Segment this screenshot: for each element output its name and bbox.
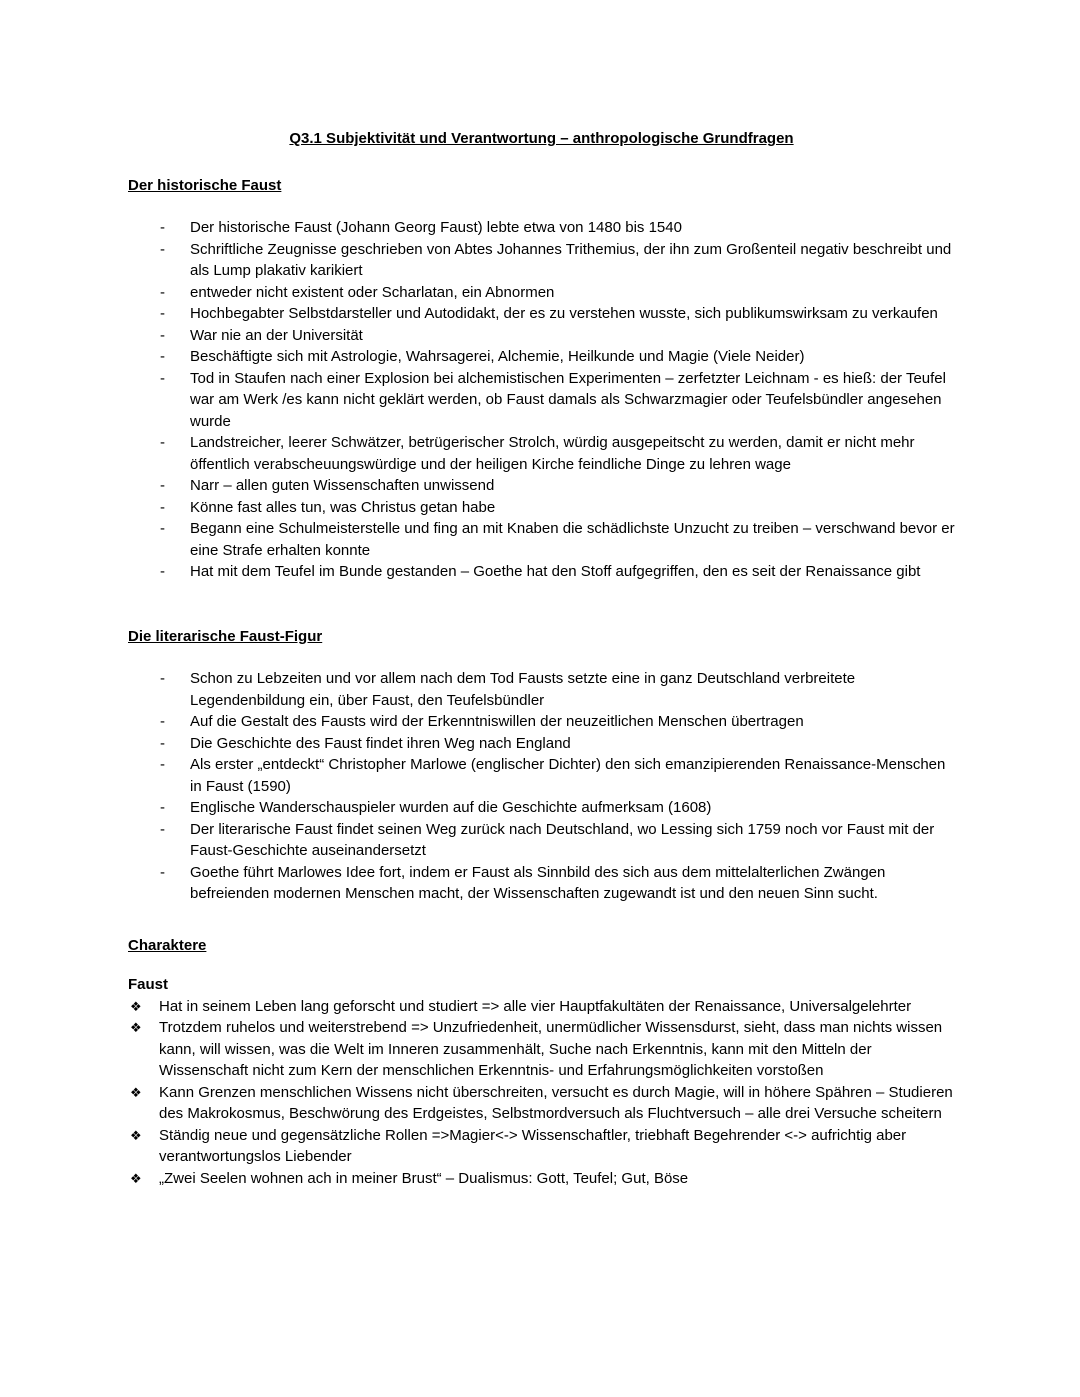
list-item (160, 497, 955, 519)
section-charaktere (128, 935, 955, 1190)
list-item (130, 1168, 955, 1190)
bullet-marker: ❖ (130, 1127, 142, 1143)
bullet-marker: - (160, 477, 165, 494)
section-die-literarische-faust-figur (128, 626, 955, 905)
dash-bullet-list-literarische-faust-figur (128, 668, 955, 905)
list-item (160, 711, 955, 733)
list-item-text: Der historische Faust (Johann Georg Faust) lebte etwa von 1480 bis 1540 (190, 219, 682, 236)
list-item-text: Schriftliche Zeugnisse geschrieben von Abtes Johannes Trithemius, der ihn zum Großenteil negativ beschreibt und als Lump plakativ karikiert (190, 240, 952, 279)
list-item-text: Tod in Staufen nach einer Explosion bei alchemistischen Experimenten – zerfetzter Leichnam - es hieß: der Teufel war am Werk /es kann nicht geklärt werden, ob Faust damals als Schwarzmagier oder Teufelsbündler angesehen wurde (190, 369, 946, 430)
bullet-marker: - (160, 219, 165, 236)
list-item (160, 239, 955, 282)
list-item (160, 561, 955, 583)
list-item (160, 325, 955, 347)
list-item-text: entweder nicht existent oder Scharlatan, ein Abnormen (190, 283, 555, 301)
list-item (160, 217, 955, 239)
list-item (130, 1125, 955, 1168)
list-item-text: Kann Grenzen menschlichen Wissens nicht überschreiten, versucht es durch Magie, will in höhere Spähren – Studieren des Makrokosmus, Beschwörung des Erdgeistes, Selbstmordversuch als Fluchtversuch – alle drei Versuche scheitern (159, 1083, 953, 1122)
bullet-marker: ❖ (130, 998, 142, 1014)
bullet-marker: ❖ (130, 1170, 142, 1186)
list-item (160, 432, 955, 475)
list-item-text: Der literarische Faust findet seinen Weg zurück nach Deutschland, wo Lessing sich 1759 noch vor Faust mit der Faust-Geschichte auseinandersetzt (190, 820, 935, 859)
list-item (160, 475, 955, 497)
list-item-text: Ständig neue und gegensätzliche Rollen =>Magier<-> Wissenschaftler, triebhaft Begehrender <-> aufrichtig aber verantwortungslos Liebender (159, 1126, 907, 1165)
bullet-marker: - (160, 863, 165, 881)
list-item-text: „Zwei Seelen wohnen ach in meiner Brust“ – Dualismus: Gott, Teufel; Gut, Böse (159, 1169, 689, 1187)
list-item-text: Schon zu Lebzeiten und vor allem nach dem Tod Fausts setzte eine in ganz Deutschland verbreitete Legendenbildung ein, über Faust, den Teufelsbündler (190, 670, 856, 709)
bullet-marker: - (160, 563, 165, 580)
list-item-text: Landstreicher, leerer Schwätzer, betrügerischer Strolch, würdig ausgepeitscht zu werden, damit er nicht mehr öffentlich verabscheuungswürdige und der heiligen Kirche feindliche Dinge zu lehren wage (190, 434, 915, 473)
list-item-text: Als erster „entdeckt“ Christopher Marlowe (englischer Dichter) den sich emanzipierenden Renaissance-Menschen in Faust (1590) (190, 756, 946, 795)
bullet-marker: - (160, 326, 165, 344)
list-item-text: Hat in seinem Leben lang geforscht und studiert => alle vier Hauptfakultäten der Renaissance, Universalgelehrter (159, 997, 912, 1015)
list-item (130, 1082, 955, 1125)
bullet-marker: - (160, 305, 165, 322)
list-item-text: Narr – allen guten Wissenschaften unwissend (190, 477, 495, 494)
list-item (160, 303, 955, 325)
list-item (160, 518, 955, 561)
list-item-text: Begann eine Schulmeisterstelle und fing an mit Knaben die schädlichste Unzucht zu treiben – verschwand bevor er eine Strafe erhalten konnte (190, 520, 955, 559)
list-item-text: War nie an der Universität (190, 326, 363, 344)
bullet-marker: - (160, 820, 165, 838)
list-item-text: Auf die Gestalt des Fausts wird der Erkenntniswillen der neuzeitlichen Menschen übertragen (190, 713, 804, 730)
subsection-heading-faust: Faust (128, 976, 169, 993)
bullet-marker: ❖ (130, 1020, 142, 1035)
list-item-text: Englische Wanderschauspieler wurden auf die Geschichte aufmerksam (1608) (190, 799, 712, 816)
list-item-text: Hochbegabter Selbstdarsteller und Autodidakt, der es zu verstehen wusste, sich publikumswirksam zu verkaufen (190, 305, 938, 322)
dash-bullet-list-historischer-faust (128, 217, 955, 583)
list-item-text: Die Geschichte des Faust findet ihren Weg nach England (190, 734, 571, 752)
list-item-text: Beschäftigte sich mit Astrologie, Wahrsagerei, Alchemie, Heilkunde und Magie (Viele Neider) (190, 348, 805, 365)
list-item (160, 819, 955, 862)
bullet-marker: - (160, 734, 165, 752)
section-heading-die-literarische-faust-figur: Die literarische Faust-Figur (128, 627, 323, 645)
section-der-historische-faust (128, 175, 955, 583)
bullet-marker: - (160, 520, 165, 537)
list-item-text: Hat mit dem Teufel im Bunde gestanden – Goethe hat den Stoff aufgegriffen, den es seit der Renaissance gibt (190, 563, 921, 580)
bullet-marker: - (160, 756, 165, 773)
diamond-bullet-list-faust (128, 996, 955, 1190)
list-item (160, 733, 955, 755)
document-title: Q3.1 Subjektivität und Verantwortung – anthropologische Grundfragen (289, 130, 794, 147)
list-item (160, 368, 955, 433)
bullet-marker: ❖ (130, 1084, 142, 1100)
section-heading-der-historische-faust: Der historische Faust (128, 176, 282, 194)
bullet-marker: - (160, 369, 165, 387)
bullet-marker: - (160, 434, 165, 451)
list-item (160, 754, 955, 797)
list-item (160, 797, 955, 819)
list-item (130, 1017, 955, 1082)
list-item (160, 668, 955, 711)
bullet-marker: - (160, 498, 165, 516)
list-item-text: Könne fast alles tun, was Christus getan habe (190, 498, 496, 516)
list-item (160, 282, 955, 304)
bullet-marker: - (160, 713, 165, 730)
bullet-marker: - (160, 799, 165, 816)
bullet-marker: - (160, 348, 165, 365)
bullet-marker: - (160, 283, 165, 301)
list-item-text: Goethe führt Marlowes Idee fort, indem er Faust als Sinnbild des sich aus dem mittelalterlichen Zwängen befreienden modernen Menschen macht, der Wissenschaften zugewandt ist und den neuen Sinn sucht. (190, 863, 886, 902)
list-item (130, 996, 955, 1018)
list-item (160, 862, 955, 905)
bullet-marker: - (160, 670, 165, 687)
section-heading-charaktere: Charaktere (128, 936, 207, 954)
list-item-text: Trotzdem ruhelos und weiterstrebend => Unzufriedenheit, unermüdlicher Wissensdurst, sieht, dass man nichts wissen kann, will wissen, was die Welt im Inneren zusammenhält, Suche nach Erkenntnis, kann mit den Mitteln der Wissenschaft nicht zum Kern der menschlichen Erkenntnis- und Erfahrungsmöglichkeiten vorstoßen (159, 1019, 943, 1079)
list-item (160, 346, 955, 368)
bullet-marker: - (160, 240, 165, 258)
